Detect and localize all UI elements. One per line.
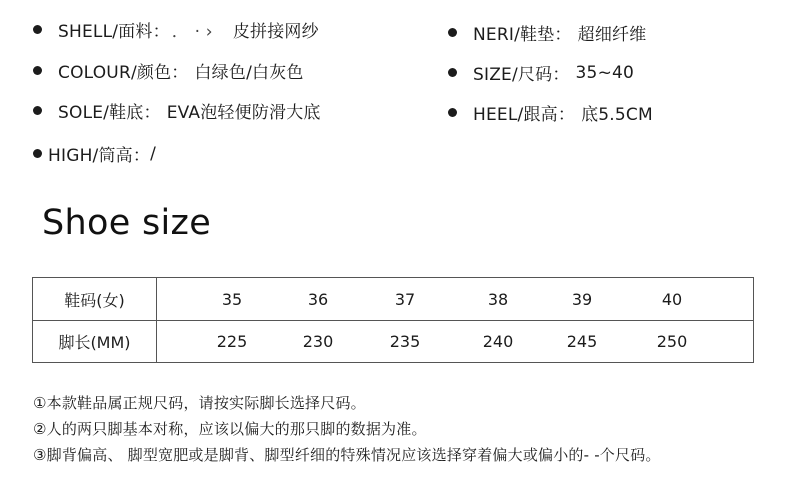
- table-cell: 235: [389, 331, 421, 351]
- table-cell: 38: [487, 289, 509, 309]
- spec-size: [448, 60, 634, 85]
- spec-neri-value: 超细纤维: [577, 25, 647, 45]
- shoe-size-title: Shoe size: [42, 203, 212, 243]
- table-cell: 225: [216, 331, 248, 351]
- spec-neri: [448, 20, 646, 45]
- table-cell: 39: [571, 289, 593, 309]
- bullet-icon: [33, 106, 42, 115]
- spec-shell: [33, 17, 319, 42]
- row-header-foot-length: 脚长(MM): [33, 320, 157, 362]
- table-cell: 240: [482, 331, 514, 351]
- spec-shell-label: SHELL/面料：: [58, 22, 170, 42]
- note-1: ①本款鞋品属正规尺码，请按实际脚长选择尺码。: [33, 394, 366, 412]
- spec-shell-marks: ． · ›: [171, 22, 213, 42]
- spec-shell-value: 皮拼接网纱: [232, 22, 319, 42]
- row-header-shoe-size: 鞋码(女): [33, 278, 157, 320]
- table-cell: 245: [566, 331, 598, 351]
- spec-sole-label: SOLE/鞋底：: [58, 103, 161, 123]
- bullet-icon: [33, 25, 42, 34]
- bullet-icon: [448, 28, 457, 37]
- spec-neri-label: NERI/鞋垫：: [473, 25, 572, 45]
- size-table: [32, 277, 754, 363]
- note-2: ②人的两只脚基本对称，应该以偏大的那只脚的数据为准。: [33, 420, 427, 438]
- spec-high-label: HIGH/筒高：: [48, 146, 151, 166]
- table-row: [33, 320, 753, 362]
- bullet-icon: [33, 66, 42, 75]
- spec-colour-value: 白绿色/白灰色: [194, 63, 304, 83]
- table-cell: 250: [656, 331, 688, 351]
- spec-heel-value: 底5.5CM: [581, 105, 653, 125]
- bullet-icon: [448, 108, 457, 117]
- table-cell: 230: [302, 331, 334, 351]
- table-cell: 35: [221, 289, 243, 309]
- spec-heel: [448, 100, 653, 125]
- spec-size-value: 35~40: [575, 62, 635, 83]
- table-cell: 36: [307, 289, 329, 309]
- spec-colour-label: COLOUR/颜色：: [58, 63, 189, 83]
- table-cell: 37: [394, 289, 416, 309]
- spec-high-value: /: [150, 143, 157, 164]
- spec-heel-label: HEEL/跟高：: [473, 105, 576, 125]
- spec-size-label: SIZE/尺码：: [473, 65, 570, 85]
- bullet-icon: [448, 68, 457, 77]
- spec-colour: [33, 58, 304, 83]
- note-3: ③脚背偏高、 脚型宽肥或是脚背、脚型纤细的特殊情况应该选择穿着偏大或偏小的- -个尺码。: [33, 446, 661, 464]
- spec-sole: [33, 98, 321, 123]
- table-row: [33, 278, 753, 321]
- table-cell: 40: [661, 289, 683, 309]
- spec-sole-value: EVA泡轻便防滑大底: [166, 103, 321, 123]
- bullet-icon: [33, 149, 42, 158]
- spec-high: [33, 141, 156, 166]
